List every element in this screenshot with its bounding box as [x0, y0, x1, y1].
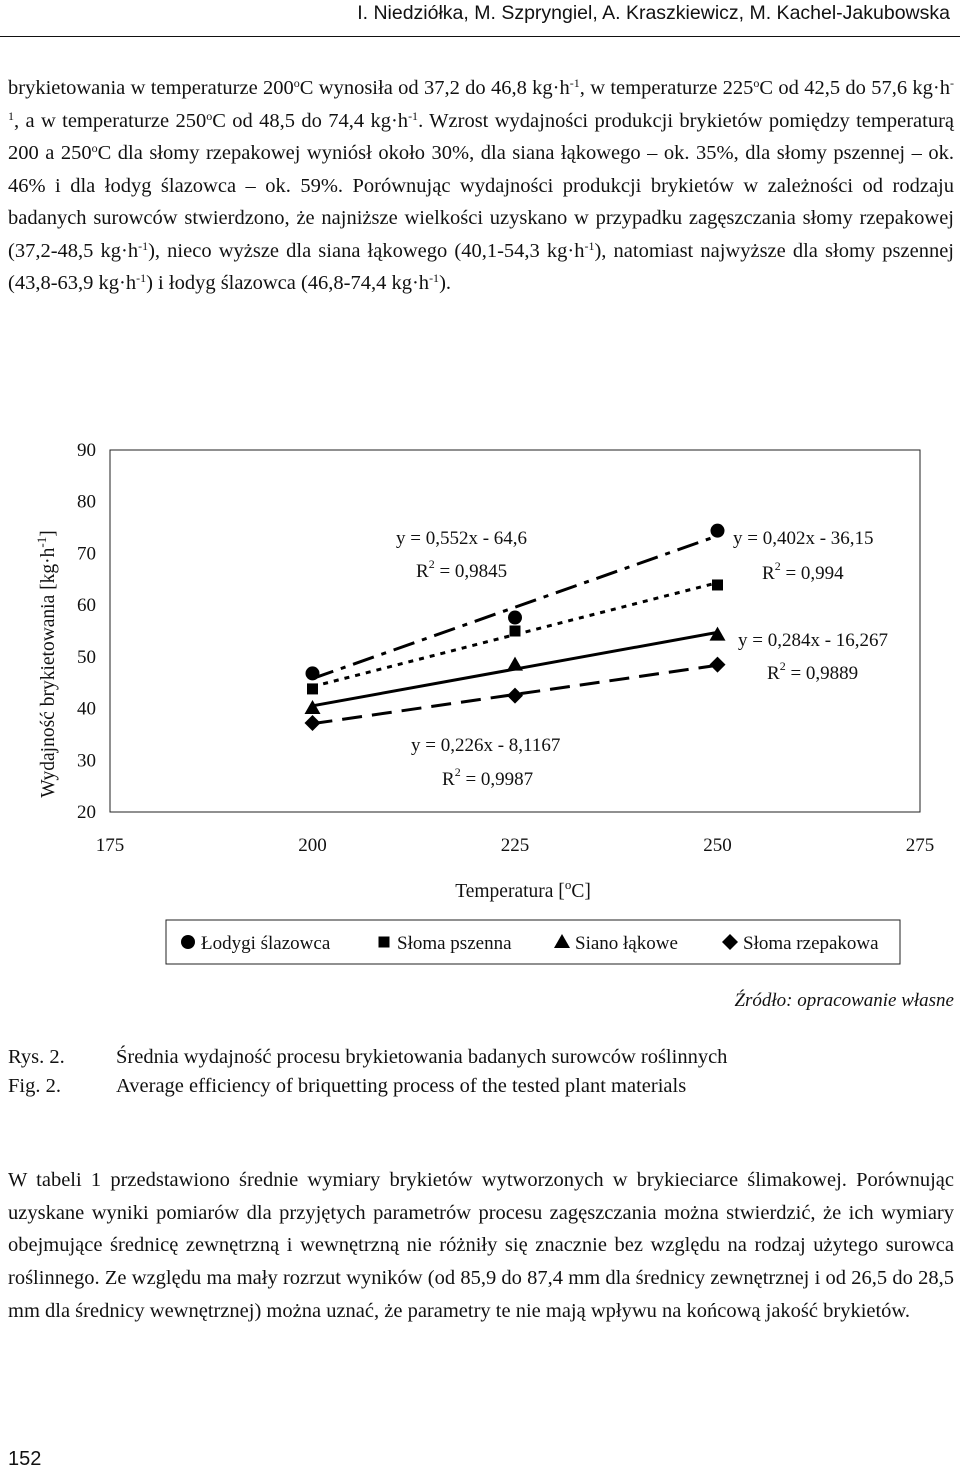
x-tick-label: 200 — [298, 835, 327, 856]
unit-superscript: -1 — [584, 238, 595, 253]
text-run: brykietowania w temperaturze 200 — [8, 77, 294, 99]
y-tick-label: 90 — [77, 440, 96, 461]
data-point-circle — [711, 524, 725, 538]
unit-superscript: -1 — [408, 108, 419, 123]
data-point-square — [712, 579, 723, 590]
paragraph-dimensions: W tabeli 1 przedstawiono średnie wymiary brykietów wytworzonych w brykieciarce ślimakowej. Porównując uzyskane wyniki pomiarów dla przyjętych parametrów procesu zagęszczania można stwierdzić, że ich wymiary obejmujące średnicę zewnętrzną i wewnętrzną nie różniły się znacznie bez względu na rodzaj użytego surowca roślinnego. Ze względu ma mały rozrzut wyników (od 85,9 do 87,4 mm dla średnicy zewnętrznej i od 26,5 do 28,5 mm dla średnicy wewnętrznej) można uznać, że parametry te nie mają wpływu na końcową jakość brykietów. — [8, 1169, 954, 1322]
y-tick-label: 60 — [77, 595, 96, 617]
x-tick-label: 175 — [95, 835, 125, 856]
figure-caption-en: Average efficiency of briquetting process of the tested plant materials — [116, 1075, 687, 1097]
unit-superscript: -1 — [138, 238, 149, 253]
x-tick-label: 275 — [905, 835, 935, 856]
data-point-square — [307, 683, 318, 694]
text-run: . Wzrost wydajności produkcji brykietów pomiędzy temperaturą 200 a 250 — [8, 109, 954, 164]
page-number: 152 — [8, 1448, 42, 1470]
data-point-circle — [306, 666, 320, 680]
unit-superscript: -1 — [8, 76, 955, 123]
unit-superscript: -1 — [136, 271, 147, 285]
data-point-square — [510, 626, 521, 637]
legend-label: Słoma rzepakowa — [743, 933, 879, 954]
y-tick-label: 70 — [77, 543, 96, 565]
unit-superscript: -1 — [429, 271, 440, 285]
text-run: , a w temperaturze 250 — [14, 109, 207, 132]
data-point-circle — [508, 611, 522, 625]
r-squared: $R^2 = 0,9889$ — [767, 659, 859, 684]
trend-equation: y = 0,552x - 64,6 — [396, 528, 528, 549]
x-tick-label: 225 — [500, 835, 530, 856]
r-squared: $R^2 = 0,9987$ — [442, 765, 534, 790]
text-run: C od 42,5 do 57,6 kg·h — [759, 77, 951, 99]
degree-superscript: o — [753, 76, 760, 90]
text-run: ) i łodyg ślazowca (46,8-74,4 kg·h — [146, 272, 430, 294]
running-header — [0, 0, 960, 37]
x-axis-label: Temperatura [$^o$C] — [455, 877, 591, 902]
trend-equation: y = 0,284x - 16,267 — [738, 630, 889, 651]
text-run: C wynosiła od 37,2 do 46,8 kg·h — [299, 77, 570, 99]
data-point-diamond — [507, 688, 523, 704]
legend-marker-square — [379, 937, 390, 948]
y-tick-label: 80 — [77, 491, 96, 513]
text-run: ). — [439, 272, 452, 294]
text-run: C od 48,5 do 74,4 kg·h — [212, 109, 409, 132]
degree-superscript: o — [293, 76, 300, 90]
legend-marker-triangle — [554, 934, 570, 948]
text-run: ), nieco wyższe dla siana łąkowego (40,1-54,3 kg·h — [148, 239, 585, 262]
figure-label-pl: Rys. 2. — [8, 1046, 65, 1068]
r-squared: $R^2 = 0,9845$ — [416, 557, 508, 582]
unit-superscript: -1 — [569, 76, 580, 90]
y-tick-label: 40 — [77, 698, 96, 720]
text-run: C dla słomy rzepakowej wyniósł około 30%, dla siana łąkowego – ok. 35%, dla słomy pszennej – ok. 46% i dla łodyg ślazowca – ok. 59%. Porównując wydajności produkcji brykietów w zależności od rodzaju badanych surowców stwierdzono, że najniższe wielkości uzyskano w przypadku zagęszczania słomy rzepakowej (37,2-48,5 kg·h — [8, 142, 954, 262]
legend-marker-circle — [181, 935, 195, 949]
legend-marker-diamond — [722, 934, 738, 950]
data-point-diamond — [305, 715, 321, 731]
degree-superscript: o — [91, 141, 98, 155]
paragraph-results — [8, 72, 954, 300]
figure-label-en: Fig. 2. — [8, 1075, 61, 1097]
y-tick-label: 20 — [77, 802, 96, 823]
source-note: Źródło: opracowanie własne — [734, 990, 954, 1011]
data-point-triangle — [305, 700, 321, 714]
data-point-diamond — [710, 657, 726, 673]
figure-caption-pl: Średnia wydajność procesu brykietowania badanych surowców roślinnych — [116, 1046, 728, 1068]
header-authors: I. Niedziółka, M. Szpryngiel, A. Kraszkiewicz, M. Kachel-Jakubowska — [357, 2, 950, 24]
y-tick-label: 50 — [77, 646, 96, 668]
degree-superscript: o — [206, 108, 213, 123]
trend-equation: y = 0,226x - 8,1167 — [411, 735, 561, 756]
legend-label: Siano łąkowe — [575, 933, 678, 954]
y-axis-label: Wydajność brykietowania $[kg\cdot h^{-1}]$ — [34, 530, 59, 798]
text-run: , w temperaturze 225 — [579, 77, 754, 99]
x-tick-label: 250 — [703, 835, 732, 856]
data-point-triangle — [507, 657, 523, 671]
y-tick-label: 30 — [77, 750, 96, 772]
r-squared: $R^2 = 0,994$ — [762, 559, 844, 584]
legend-label: Słoma pszenna — [397, 933, 512, 954]
trend-equation: y = 0,402x - 36,15 — [733, 528, 874, 549]
text-run: ), natomiast najwyższe dla słomy pszennej (43,8-63,9 kg·h — [8, 239, 954, 294]
legend-label: Łodygi ślazowca — [201, 933, 331, 954]
efficiency-chart — [0, 420, 960, 980]
